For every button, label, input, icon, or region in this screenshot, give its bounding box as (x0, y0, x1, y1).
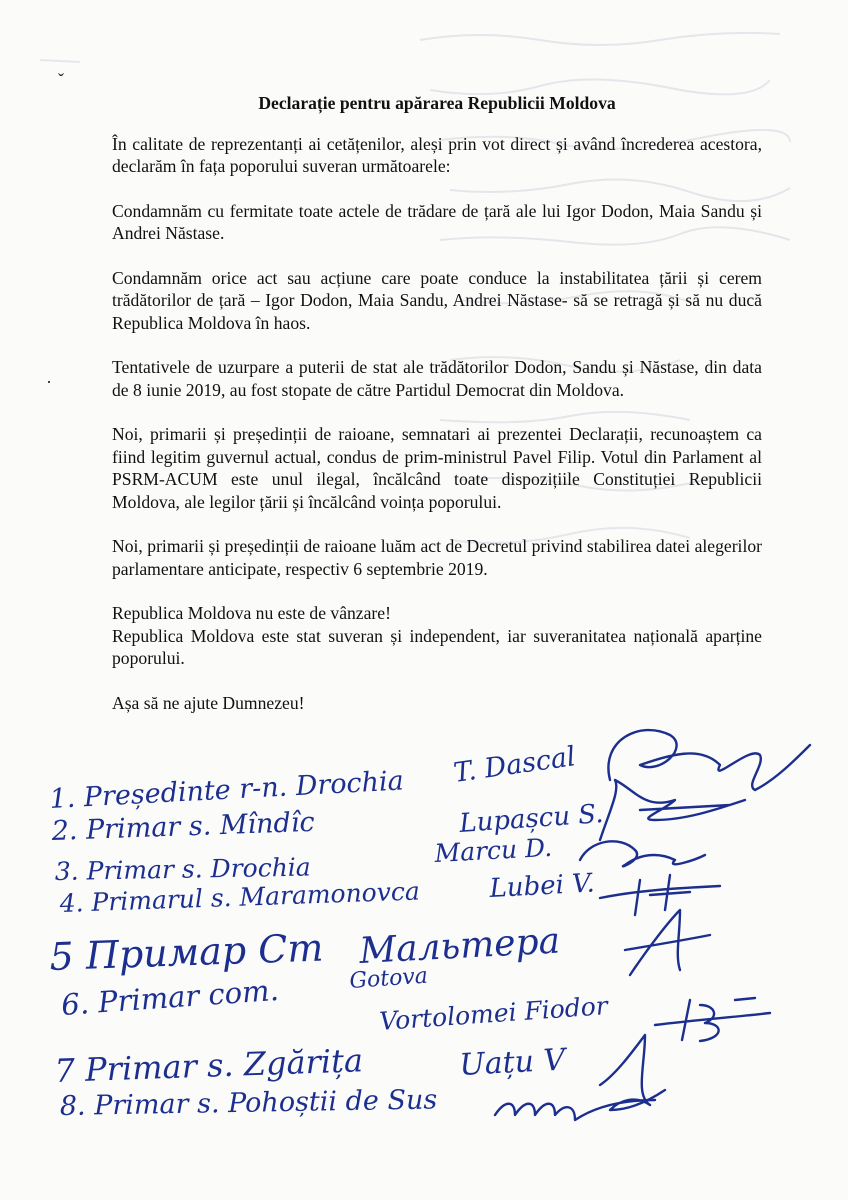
signatory-name: Uațu V (458, 1042, 567, 1083)
paragraph-usurpation: Tentativele de uzurpare a puterii de stat ale trădătorilor Dodon, Sandu și Năstase, din data de 8 iunie 2019, au fost stopate de către Partidul Democrat din Moldova. (112, 357, 762, 400)
signatory-line: 4. Primarul s. Maramonovca (59, 876, 421, 918)
signatory-name: Marcu D. (433, 832, 553, 868)
signature-7 (600, 1035, 665, 1110)
stray-mark: ˇ (58, 70, 64, 90)
closing-line: Așa să ne ajute Dumnezeu! (112, 692, 305, 713)
signatory-line: 7 Primar s. Zgărița (53, 1041, 364, 1090)
slogan-not-for-sale: Republica Moldova nu este de vânzare! (112, 603, 391, 623)
signatory-line: 5 Примар Ст (48, 925, 325, 979)
signatory-line: 1. Președinte r-n. Drochia (48, 765, 405, 815)
signature-2 (600, 780, 745, 840)
signature-1 (608, 730, 810, 790)
paragraph-condemn-instability: Condamnăm orice act sau acțiune care poate conduce la instabilitatea țării și cerem trădătorilor de țară – Igor Dodon, Maia Sandu, Andrei Năstase- să se retragă și să nu ducă Republica Moldova în haos. (112, 267, 762, 333)
signatory-name: Lupașcu S. (458, 798, 605, 839)
signatory-name-second: Vortolomei Fiodor (378, 991, 609, 1036)
signature-3 (580, 841, 705, 866)
signatory-name: Lubei V. (488, 868, 596, 904)
signatory-line: 3. Primar s. Drochia (54, 852, 311, 886)
signature-6 (655, 998, 770, 1041)
signatory-line: 8. Primar s. Pohoștii de Sus (59, 1084, 438, 1122)
stray-mark: · (46, 372, 52, 392)
paragraph-decree: Noi, primarii și președinții de raioane luăm act de Decretul privind stabilirea datei alegerilor parlamentare anticipate, respectiv 6 septembrie 2019. (112, 536, 762, 579)
signature-5 (625, 910, 710, 975)
signatory-name: Gotova (348, 963, 429, 994)
slogan-sovereignty: Republica Moldova este stat suveran și independent, iar suveranitatea națională aparține poporului. (112, 625, 762, 668)
signatory-line: 2. Primar s. Mîndîc (51, 806, 316, 847)
signature-8 (495, 1100, 655, 1120)
document-title: Declarație pentru apărarea Republicii Moldova (258, 93, 616, 113)
signature-4 (600, 875, 720, 915)
paragraph-legitimacy: Noi, primarii și președinții de raioane, semnatari ai prezentei Declarații, recunoaștem ca fiind legitim guvernul actual, condus de prim-ministrul Pavel Filip. Votul din Parlament al PSRM-ACUM este unul ilegal, încălcând toate dispozițiile Constituției Republicii Moldova, ale legilor țării și încălcând voința poporului. (112, 424, 762, 512)
paragraph-condemn-treason: Condamnăm cu fermitate toate actele de trădare de țară ale lui Igor Dodon, Maia Sandu și Andrei Năstase. (112, 200, 762, 243)
signatory-name: Мальтера (358, 920, 561, 972)
paragraph-intro: În calitate de reprezentanți ai cetățenilor, aleși prin vot direct și având încrederea acestora, declarăm în fața poporului suveran următoarele: (112, 133, 762, 176)
signatory-name: T. Dascal (451, 741, 578, 789)
signatory-line: 6. Primar com. (60, 972, 280, 1022)
